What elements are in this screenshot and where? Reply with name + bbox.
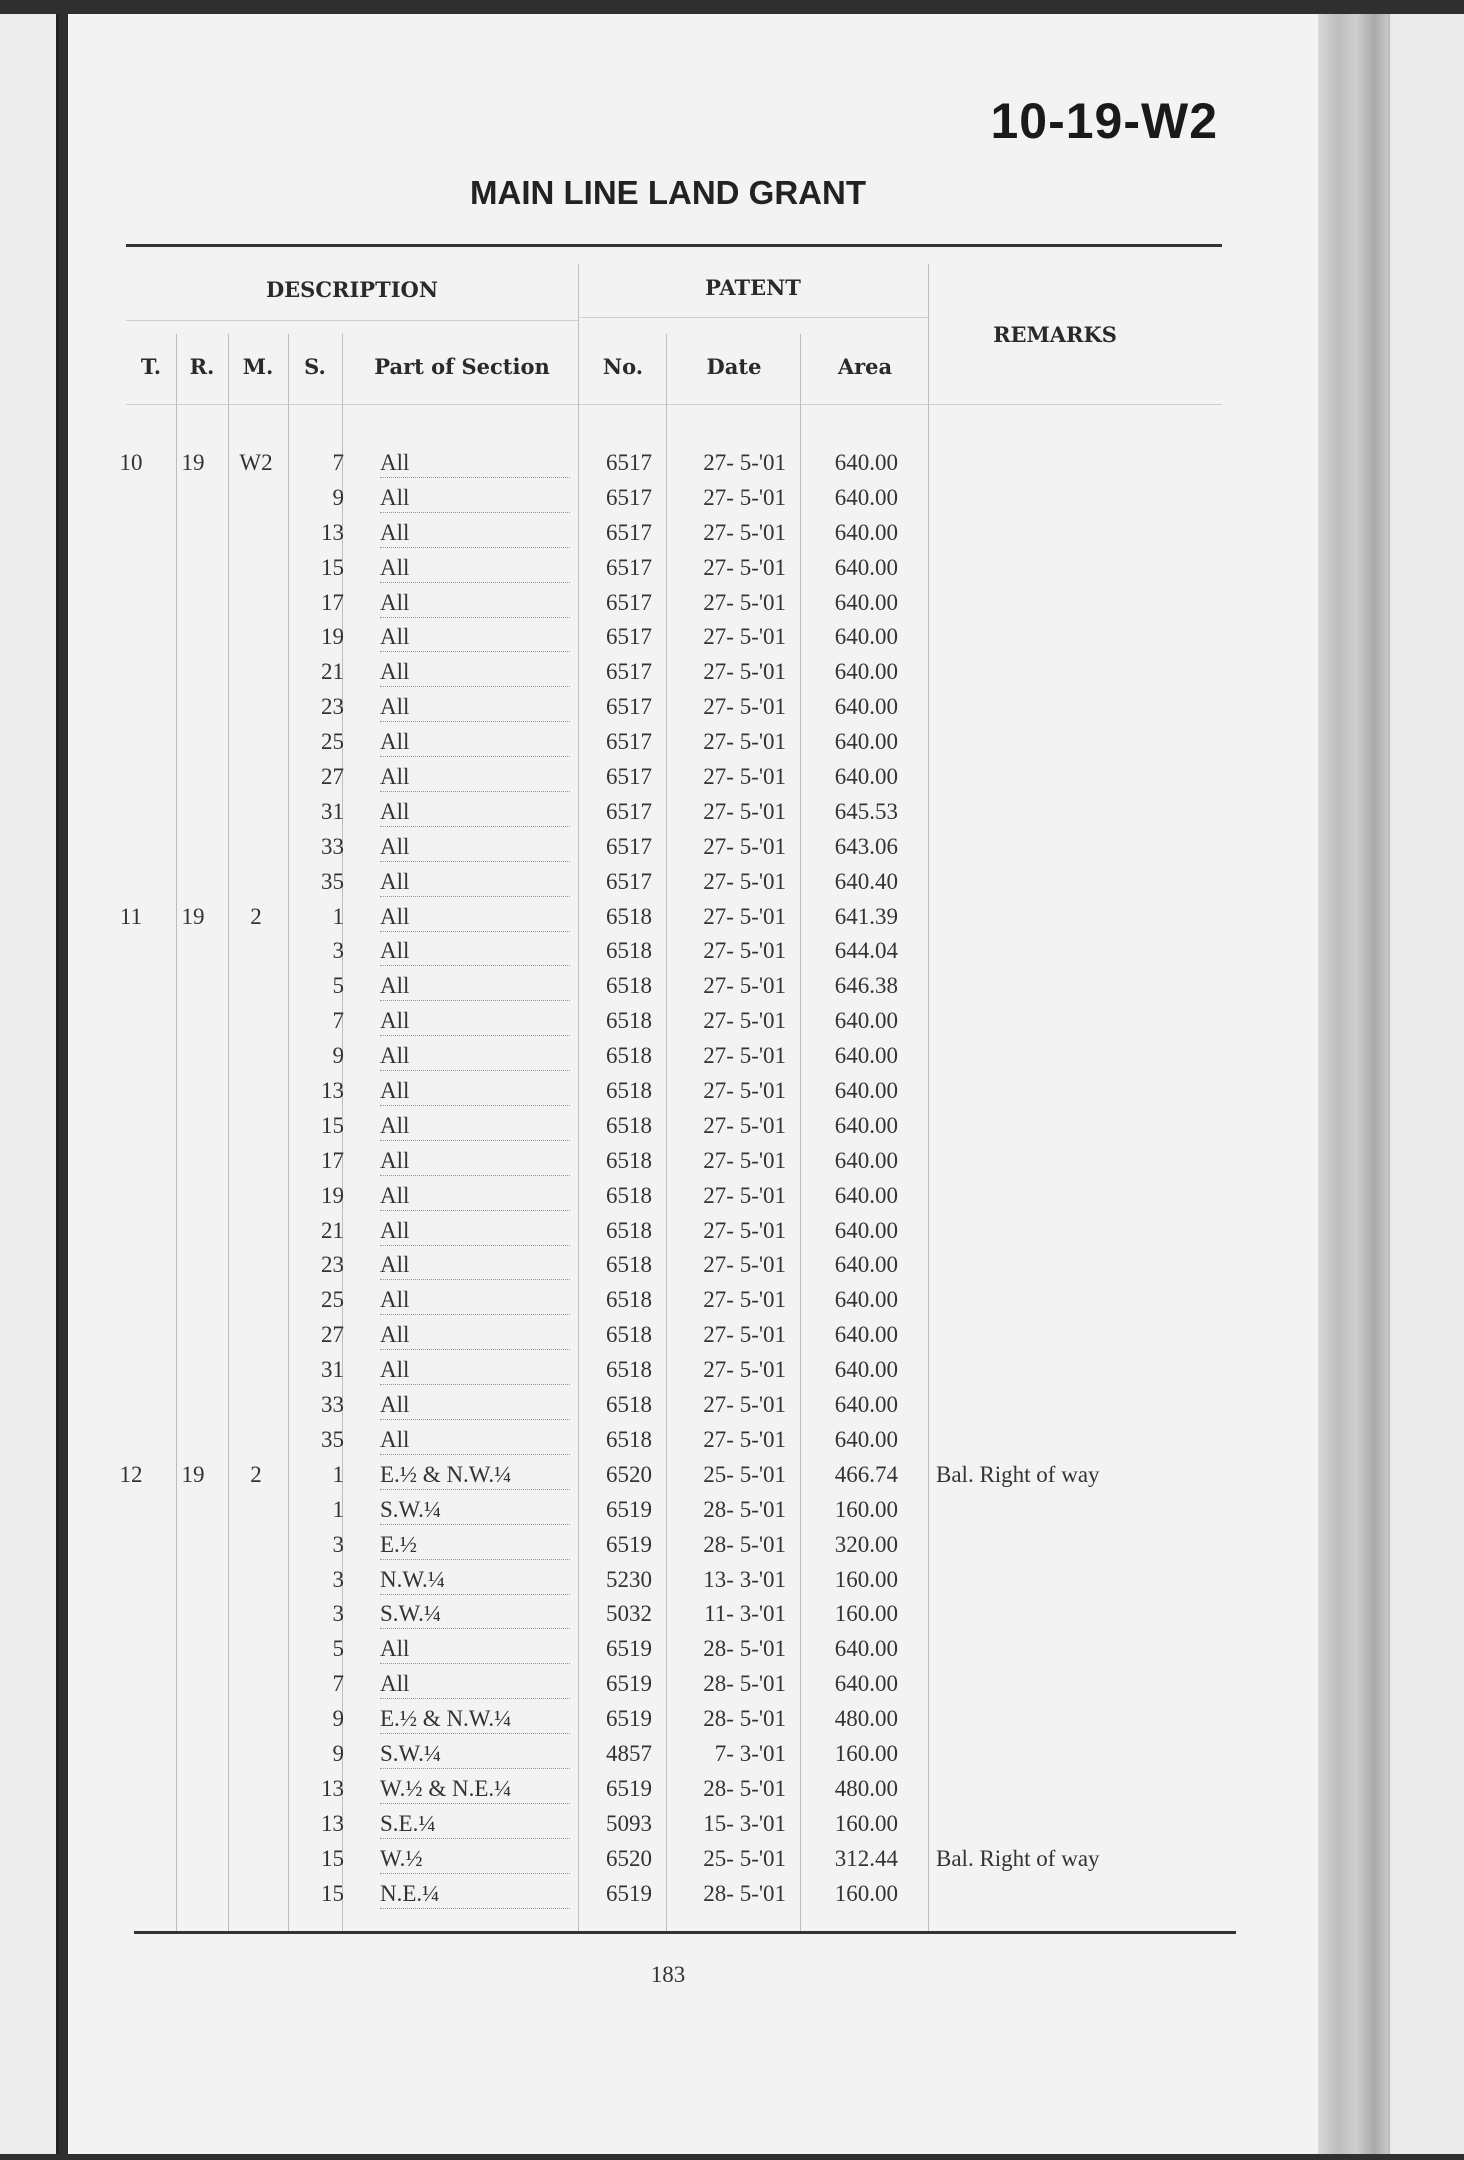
cell-no: 5032 <box>606 1601 652 1627</box>
cell-part: All <box>380 1113 570 1141</box>
cell-area: 640.00 <box>834 519 898 545</box>
cell-area: 320.00 <box>834 1531 898 1557</box>
cell-no: 6517 <box>606 729 652 755</box>
table-row <box>68 1074 1268 1109</box>
cell-part: All <box>380 1392 570 1420</box>
cell-no: 6518 <box>606 1252 652 1278</box>
table-row <box>68 516 1268 551</box>
cell-area: 160.00 <box>834 1740 898 1766</box>
cell-area: 640.00 <box>834 1671 898 1697</box>
cell-no: 6518 <box>606 973 652 999</box>
cell-area: 640.00 <box>834 589 898 615</box>
cell-s: 17 <box>321 1147 344 1173</box>
page-stack-edge <box>1388 14 1464 2154</box>
cell-date: 28- 5-'01 <box>703 1880 786 1906</box>
header-divider-patent <box>580 317 928 318</box>
cell-m: W2 <box>239 450 273 475</box>
cell-area: 646.38 <box>834 973 898 999</box>
cell-date: 27- 5-'01 <box>703 554 786 580</box>
cell-date: 15- 3-'01 <box>703 1810 786 1836</box>
cell-area: 160.00 <box>834 1880 898 1906</box>
cell-no: 6518 <box>606 1322 652 1348</box>
cell-no: 6517 <box>606 798 652 824</box>
cell-s: 27 <box>321 1322 344 1348</box>
cell-date: 28- 5-'01 <box>703 1496 786 1522</box>
table-row <box>68 551 1268 586</box>
header-r: R. <box>189 354 215 379</box>
page-title: MAIN LINE LAND GRANT <box>470 174 866 211</box>
cell-area: 640.00 <box>834 694 898 720</box>
cell-part: All <box>380 1357 570 1385</box>
cell-date: 25- 5-'01 <box>703 1845 786 1871</box>
cell-r: 19 <box>181 903 205 929</box>
cell-no: 6518 <box>606 1182 652 1208</box>
cell-date: 27- 5-'01 <box>703 659 786 685</box>
cell-no: 6518 <box>606 1008 652 1034</box>
cell-area: 641.39 <box>834 903 898 929</box>
table-row <box>68 690 1268 725</box>
table-row <box>68 1737 1268 1772</box>
cell-part: All <box>380 1218 570 1246</box>
cell-s: 9 <box>332 1740 344 1766</box>
header-description: DESCRIPTION <box>265 277 439 302</box>
cell-t: 12 <box>119 1461 143 1487</box>
cell-date: 27- 5-'01 <box>703 1043 786 1069</box>
cell-no: 6517 <box>606 484 652 510</box>
cell-s: 1 <box>332 1461 344 1487</box>
cell-no: 6517 <box>606 659 652 685</box>
cell-date: 13- 3-'01 <box>703 1566 786 1592</box>
cell-area: 640.00 <box>834 1217 898 1243</box>
cell-part: All <box>380 869 570 897</box>
cell-date: 28- 5-'01 <box>703 1775 786 1801</box>
cell-area: 640.00 <box>834 1112 898 1138</box>
cell-area: 640.00 <box>834 484 898 510</box>
table-row <box>68 1179 1268 1214</box>
cell-date: 27- 5-'01 <box>703 938 786 964</box>
table-row <box>68 1493 1268 1528</box>
cell-date: 27- 5-'01 <box>703 1182 786 1208</box>
table-row <box>68 795 1268 830</box>
cell-date: 27- 5-'01 <box>703 729 786 755</box>
cell-part: E.½ & N.W.¼ <box>380 1706 570 1734</box>
table-row <box>68 1283 1268 1318</box>
cell-no: 6517 <box>606 833 652 859</box>
cell-s: 1 <box>332 903 344 929</box>
cell-s: 35 <box>321 1426 344 1452</box>
cell-remarks: Bal. Right of way <box>936 1461 1100 1487</box>
cell-no: 6519 <box>606 1880 652 1906</box>
header-divider-description <box>126 320 578 321</box>
cell-date: 27- 5-'01 <box>703 450 786 475</box>
cell-remarks: Bal. Right of way <box>936 1845 1100 1871</box>
cell-s: 7 <box>332 1008 344 1034</box>
cell-s: 15 <box>321 1880 344 1906</box>
cell-part: All <box>380 1322 570 1350</box>
cell-date: 27- 5-'01 <box>703 868 786 894</box>
ledger-page <box>68 14 1328 2154</box>
table-row <box>68 446 1268 481</box>
cell-part: All <box>380 973 570 1001</box>
cell-area: 643.06 <box>834 833 898 859</box>
header-patent-date: Date <box>706 354 762 379</box>
cell-s: 9 <box>332 1706 344 1732</box>
cell-area: 640.00 <box>834 450 898 475</box>
table-row <box>68 969 1268 1004</box>
cell-s: 25 <box>321 1287 344 1313</box>
cell-s: 3 <box>332 938 344 964</box>
top-rule <box>126 244 1222 247</box>
table-row <box>68 1772 1268 1807</box>
cell-no: 6518 <box>606 1392 652 1418</box>
cell-area: 160.00 <box>834 1496 898 1522</box>
cell-part: E.½ & N.W.¼ <box>380 1462 570 1490</box>
cell-area: 640.00 <box>834 729 898 755</box>
cell-date: 27- 5-'01 <box>703 1426 786 1452</box>
cell-part: All <box>380 694 570 722</box>
cell-part: All <box>380 1671 570 1699</box>
cell-part: All <box>380 1043 570 1071</box>
cell-part: All <box>380 938 570 966</box>
cell-date: 28- 5-'01 <box>703 1706 786 1732</box>
cell-date: 27- 5-'01 <box>703 903 786 929</box>
cell-date: 27- 5-'01 <box>703 519 786 545</box>
cell-date: 27- 5-'01 <box>703 798 786 824</box>
cell-part: S.W.¼ <box>380 1741 570 1769</box>
cell-date: 27- 5-'01 <box>703 1287 786 1313</box>
cell-area: 640.00 <box>834 1078 898 1104</box>
header-s: S. <box>304 354 326 379</box>
cell-s: 13 <box>321 1810 344 1836</box>
cell-r: 19 <box>181 1461 205 1487</box>
cell-date: 27- 5-'01 <box>703 1147 786 1173</box>
header-bottom-line <box>126 404 1222 405</box>
header-remarks: REMARKS <box>993 322 1117 347</box>
cell-part: All <box>380 834 570 862</box>
cell-s: 15 <box>321 554 344 580</box>
cell-part: All <box>380 799 570 827</box>
cell-s: 13 <box>321 1078 344 1104</box>
cell-part: N.E.¼ <box>380 1881 570 1909</box>
cell-no: 6519 <box>606 1706 652 1732</box>
cell-part: All <box>380 659 570 687</box>
cell-no: 6520 <box>606 1845 652 1871</box>
cell-no: 6520 <box>606 1461 652 1487</box>
table-row <box>68 655 1268 690</box>
cell-part: All <box>380 1078 570 1106</box>
table-row <box>68 1388 1268 1423</box>
cell-part: All <box>380 1148 570 1176</box>
cell-part: S.W.¼ <box>380 1601 570 1629</box>
cell-part: All <box>380 764 570 792</box>
cell-no: 4857 <box>606 1740 652 1766</box>
table-row <box>68 1597 1268 1632</box>
cell-area: 640.00 <box>834 1322 898 1348</box>
cell-area: 640.00 <box>834 764 898 790</box>
cell-part: All <box>380 904 570 932</box>
cell-area: 640.00 <box>834 554 898 580</box>
cell-no: 6518 <box>606 1147 652 1173</box>
header-patent: PATENT <box>705 275 801 300</box>
cell-part: S.E.¼ <box>380 1811 570 1839</box>
cell-area: 640.00 <box>834 624 898 650</box>
table-row <box>68 1877 1268 1912</box>
cell-s: 7 <box>332 450 344 475</box>
cell-no: 6518 <box>606 1357 652 1383</box>
cell-date: 27- 5-'01 <box>703 764 786 790</box>
cell-area: 640.00 <box>834 1043 898 1069</box>
cell-no: 6519 <box>606 1775 652 1801</box>
cell-part: All <box>380 1636 570 1664</box>
cell-no: 6518 <box>606 1287 652 1313</box>
header-patent-area: Area <box>837 354 893 379</box>
table-row <box>68 934 1268 969</box>
table-row <box>68 1248 1268 1283</box>
cell-date: 27- 5-'01 <box>703 1078 786 1104</box>
cell-area: 312.44 <box>834 1845 898 1871</box>
cell-no: 6518 <box>606 1078 652 1104</box>
cell-area: 160.00 <box>834 1566 898 1592</box>
cell-area: 640.00 <box>834 1182 898 1208</box>
table-row <box>68 1807 1268 1842</box>
cell-s: 33 <box>321 833 344 859</box>
cell-no: 6518 <box>606 1043 652 1069</box>
table-row <box>68 1109 1268 1144</box>
cell-part: S.W.¼ <box>380 1497 570 1525</box>
table-row <box>68 586 1268 621</box>
table-row <box>68 481 1268 516</box>
header-patent-no: No. <box>602 354 644 379</box>
cell-part: N.W.¼ <box>380 1567 570 1595</box>
cell-no: 6517 <box>606 694 652 720</box>
table-row <box>68 900 1268 935</box>
cell-no: 6517 <box>606 764 652 790</box>
cell-part: E.½ <box>380 1532 570 1560</box>
table-row <box>68 830 1268 865</box>
cell-s: 5 <box>332 973 344 999</box>
page-identifier: 10-19-W2 <box>990 93 1218 149</box>
cell-area: 640.00 <box>834 1147 898 1173</box>
cell-no: 6518 <box>606 938 652 964</box>
cell-date: 27- 5-'01 <box>703 833 786 859</box>
cell-area: 640.00 <box>834 1008 898 1034</box>
cell-area: 640.00 <box>834 1287 898 1313</box>
header-t: T. <box>140 354 162 379</box>
cell-no: 6518 <box>606 903 652 929</box>
cell-no: 6517 <box>606 450 652 475</box>
cell-date: 27- 5-'01 <box>703 1357 786 1383</box>
table-row <box>68 1667 1268 1702</box>
cell-no: 6519 <box>606 1496 652 1522</box>
cell-no: 6517 <box>606 554 652 580</box>
cell-s: 15 <box>321 1112 344 1138</box>
cell-area: 160.00 <box>834 1601 898 1627</box>
cell-part: All <box>380 1183 570 1211</box>
table-row <box>68 1144 1268 1179</box>
cell-part: All <box>380 1287 570 1315</box>
cell-date: 27- 5-'01 <box>703 589 786 615</box>
cell-date: 27- 5-'01 <box>703 1217 786 1243</box>
cell-r: 19 <box>181 450 205 475</box>
cell-s: 7 <box>332 1671 344 1697</box>
cell-part: All <box>380 485 570 513</box>
cell-no: 6519 <box>606 1671 652 1697</box>
cell-no: 5093 <box>606 1810 652 1836</box>
cell-t: 11 <box>119 903 143 929</box>
cell-area: 480.00 <box>834 1706 898 1732</box>
cell-s: 17 <box>321 589 344 615</box>
bottom-rule <box>134 1931 1236 1934</box>
cell-s: 13 <box>321 1775 344 1801</box>
cell-part: All <box>380 555 570 583</box>
table-row <box>68 1214 1268 1249</box>
cell-s: 25 <box>321 729 344 755</box>
cell-area: 640.00 <box>834 659 898 685</box>
cell-s: 19 <box>321 1182 344 1208</box>
cell-part: All <box>380 520 570 548</box>
table-row <box>68 1563 1268 1598</box>
header-m: M. <box>242 354 274 379</box>
cell-s: 31 <box>321 1357 344 1383</box>
cell-no: 5230 <box>606 1566 652 1592</box>
table-row <box>68 1004 1268 1039</box>
cell-date: 27- 5-'01 <box>703 624 786 650</box>
cell-area: 640.00 <box>834 1357 898 1383</box>
cell-s: 23 <box>321 694 344 720</box>
cell-no: 6518 <box>606 1426 652 1452</box>
cell-part: W.½ & N.E.¼ <box>380 1776 570 1804</box>
cell-no: 6518 <box>606 1112 652 1138</box>
table-row <box>68 1039 1268 1074</box>
cell-area: 640.00 <box>834 1426 898 1452</box>
table-row <box>68 1528 1268 1563</box>
cell-s: 33 <box>321 1392 344 1418</box>
cell-s: 3 <box>332 1601 344 1627</box>
table-row <box>68 1632 1268 1667</box>
table-row <box>68 1318 1268 1353</box>
cell-s: 3 <box>332 1566 344 1592</box>
table-row <box>68 1702 1268 1737</box>
cell-no: 6517 <box>606 624 652 650</box>
cell-s: 9 <box>332 1043 344 1069</box>
cell-part: All <box>380 450 570 478</box>
cell-area: 645.53 <box>834 798 898 824</box>
cell-area: 644.04 <box>834 938 898 964</box>
cell-s: 31 <box>321 798 344 824</box>
cell-part: All <box>380 729 570 757</box>
cell-s: 3 <box>332 1531 344 1557</box>
cell-date: 11- 3-'01 <box>704 1601 786 1627</box>
table-row <box>68 760 1268 795</box>
cell-no: 6517 <box>606 589 652 615</box>
table-row <box>68 1353 1268 1388</box>
cell-date: 28- 5-'01 <box>703 1671 786 1697</box>
cell-no: 6518 <box>606 1217 652 1243</box>
header-part-of-section: Part of Section <box>374 354 550 379</box>
table-row <box>68 620 1268 655</box>
cell-s: 21 <box>321 1217 344 1243</box>
cell-s: 15 <box>321 1845 344 1871</box>
cell-s: 19 <box>321 624 344 650</box>
cell-s: 9 <box>332 484 344 510</box>
cell-area: 640.40 <box>834 868 898 894</box>
cell-part: W.½ <box>380 1846 570 1874</box>
cell-no: 6519 <box>606 1636 652 1662</box>
cell-date: 27- 5-'01 <box>703 1392 786 1418</box>
cell-m: 2 <box>250 1461 262 1487</box>
cell-t: 10 <box>119 450 143 475</box>
cell-no: 6517 <box>606 519 652 545</box>
book-gutter <box>1318 14 1388 2154</box>
ledger-table-body <box>68 446 1268 1911</box>
cell-date: 7- 3-'01 <box>714 1740 786 1766</box>
cell-part: All <box>380 1427 570 1455</box>
table-row <box>68 1458 1268 1493</box>
cell-s: 21 <box>321 659 344 685</box>
cell-date: 27- 5-'01 <box>703 694 786 720</box>
cell-s: 13 <box>321 519 344 545</box>
cell-area: 480.00 <box>834 1775 898 1801</box>
cell-area: 466.74 <box>834 1461 898 1487</box>
cell-s: 5 <box>332 1636 344 1662</box>
cell-part: All <box>380 624 570 652</box>
cell-area: 160.00 <box>834 1810 898 1836</box>
table-row <box>68 1842 1268 1877</box>
cell-part: All <box>380 1252 570 1280</box>
cell-date: 28- 5-'01 <box>703 1531 786 1557</box>
cell-area: 640.00 <box>834 1252 898 1278</box>
cell-area: 640.00 <box>834 1392 898 1418</box>
cell-date: 25- 5-'01 <box>703 1461 786 1487</box>
cell-date: 27- 5-'01 <box>703 1252 786 1278</box>
cell-no: 6517 <box>606 868 652 894</box>
cell-part: All <box>380 1008 570 1036</box>
cell-date: 27- 5-'01 <box>703 1322 786 1348</box>
table-row <box>68 865 1268 900</box>
cell-part: All <box>380 590 570 618</box>
page-number: 183 <box>650 1962 686 1987</box>
cell-date: 27- 5-'01 <box>703 484 786 510</box>
cell-date: 28- 5-'01 <box>703 1636 786 1662</box>
cell-area: 640.00 <box>834 1636 898 1662</box>
table-row <box>68 725 1268 760</box>
cell-no: 6519 <box>606 1531 652 1557</box>
cell-s: 1 <box>332 1496 344 1522</box>
cell-date: 27- 5-'01 <box>703 1008 786 1034</box>
cell-s: 35 <box>321 868 344 894</box>
cell-s: 27 <box>321 764 344 790</box>
cell-date: 27- 5-'01 <box>703 973 786 999</box>
table-row <box>68 1423 1268 1458</box>
cell-m: 2 <box>250 903 262 929</box>
facing-page-edge <box>0 14 59 2154</box>
cell-date: 27- 5-'01 <box>703 1112 786 1138</box>
cell-s: 23 <box>321 1252 344 1278</box>
